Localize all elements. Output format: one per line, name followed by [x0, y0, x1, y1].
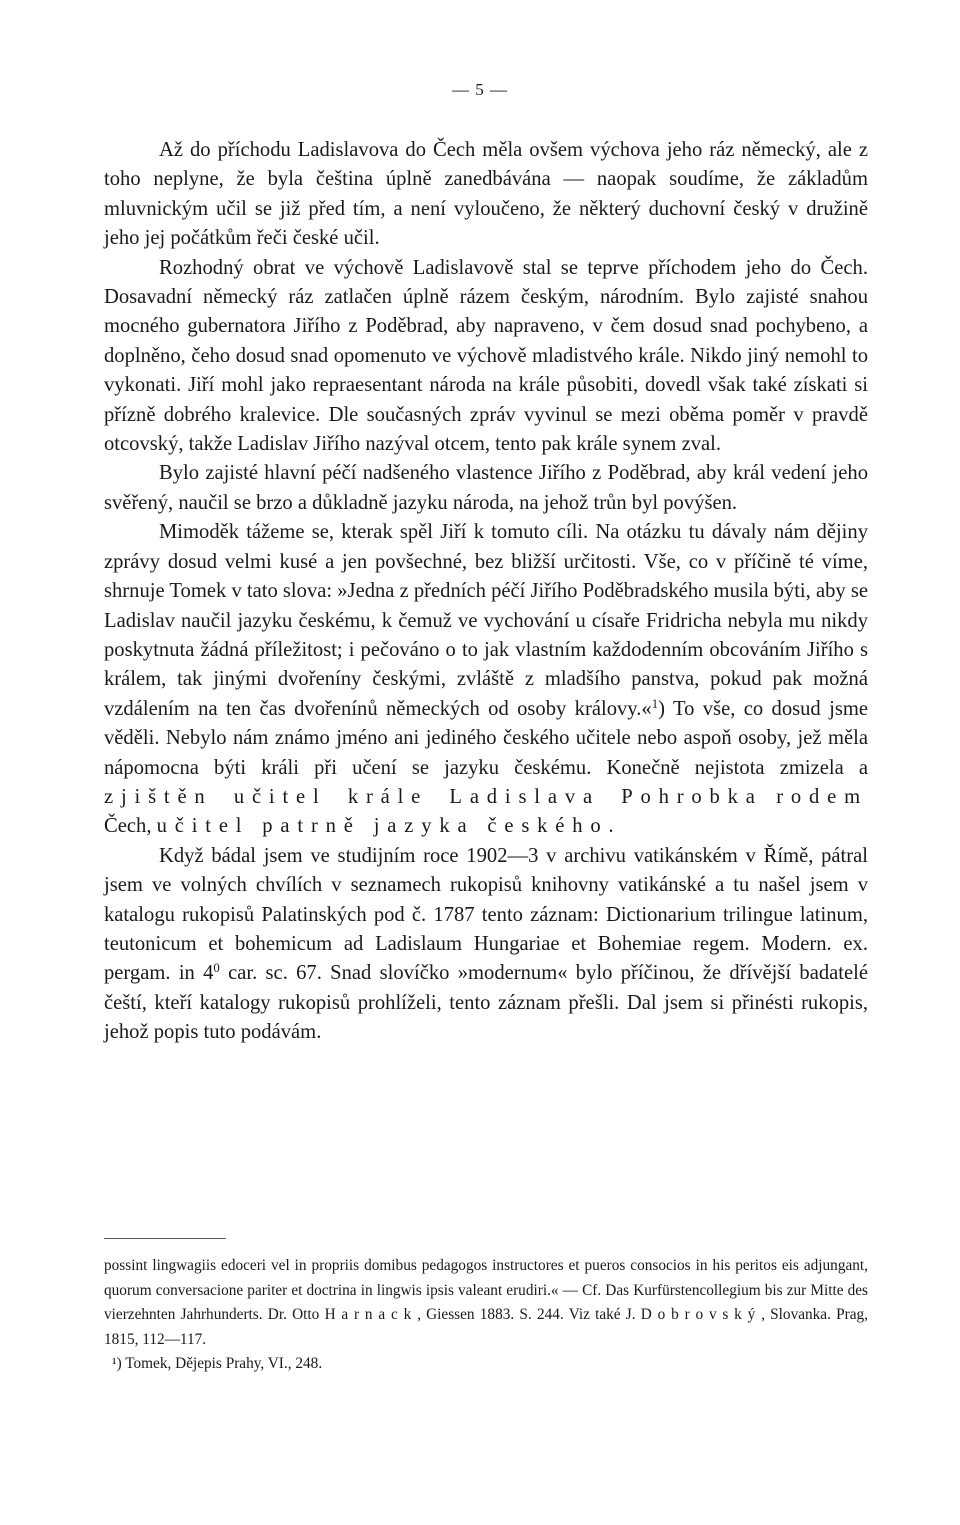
paragraph-2 — [104, 254, 868, 460]
footnote-continued-text-c: , Slovanka. Prag, 1815, 112—117. — [104, 1306, 869, 1348]
footnotes — [104, 1254, 868, 1377]
paragraph-2-text: Rozhodný obrat ve výchově Ladislavově stal se teprve příchodem jeho do Čech. Dosavadní německý ráz zatlačen úplně rázem českým, národním. Bylo zajisté snahou mocného gubernatora Jiřího z Poděbrad, aby napraveno, v čem dosud snad pochybeno, a doplněno, čeho dosud snad opomenuto ve výchově mladistvého krále. Nikdo jiný nemohl to vykonati. Jiří mohl jako repraesentant národa na krále působiti, dovedl však také získati si přízně dobrého kralevice. Dle současných zpráv vyvinul se mezi oběma poměr v pravdě otcovský, takže Ladislav Jiřího nazýval otcem, tento pak krále synem zval. — [104, 256, 868, 456]
paragraph-5-text-a: Když bádal jsem ve studijním roce 1902—3 v archivu vatikánském v Římě, pátral jsem ve volných chvílích v seznamech rukopisů knihovny vatikánské a tu našel jsem v katalogu rukopisů Palatinských pod č. 1787 tento záznam: Dictionarium trilingue latinum, teutonicum et bohemicum ad Ladislaum Hungariae et Bohemiae regem. Modern. ex. pergam. in 4 — [104, 844, 868, 985]
paragraph-4 — [104, 518, 868, 841]
footnote-continued-text-a: possint lingwagiis edoceri vel in propriis domibus pedagogos instructores et pueros consocios in his peritos eis adjungant, quorum conversacione pariter et doctrina in lingwis ipsis valeant erudiri.« — Cf. Das Kurfürstencollegium bis zur Mitte des vierzehnten Jahrhunderts. Dr. Otto — [104, 1257, 868, 1324]
superscript-degree: 0 — [213, 961, 220, 976]
footnote-1 — [104, 1352, 868, 1377]
page-number: — 5 — — [452, 80, 508, 99]
paragraph-4-text-c — [763, 786, 776, 808]
paragraph-3-text: Bylo zajisté hlavní péčí nadšeného vlastence Jiřího z Poděbrad, aby král vedení jeho svěřený, naučil se brzo a důkladně jazyku národa, na jehož trůn byl povýšen. — [104, 462, 868, 514]
paragraph-5 — [104, 842, 868, 1048]
spaced-emphasis-3: učitel patrně jazyka českého. — [156, 815, 622, 838]
footnote-spaced-name-2: Dobrovský — [640, 1306, 762, 1324]
paragraph-4-text-a: Mimoděk tážeme se, kterak spěl Jiří k tomuto cíli. Na otázku tu dávaly nám dějiny zprávy dosud velmi kusé a jen povšechné, bez bližší určitosti. Vše, co v příčině té víme, shrnuje Tomek v tato slova: »Jedna z předních péčí Jiřího Poděbradského musila býti, aby se Ladislav naučil jazyku českému, k čemuž ve vychování u císaře Fridricha nebyla mu nikdy poskytnuta žádná příležitost; i pečováno o to jak vlastním každodenním obcováním Jiřího s králem, tak jinými dvořeníny českými, zvláště z mladšího panstva, pokud pak možná vzdálením na ten čas dvořenínů německých od osoby královy.« — [104, 521, 868, 720]
paragraph-1 — [104, 136, 868, 254]
footnote-1-text: ) Tomek, Dějepis Prahy, VI., 248. — [116, 1355, 323, 1373]
spaced-emphasis-1: zjištěn učitel krále Ladislava Pohrobka — [104, 785, 763, 808]
footnote-divider — [104, 1238, 226, 1239]
footnote-spaced-name-1: Harnack — [324, 1306, 418, 1324]
paragraph-4-text-b: ) To vše, co dosud jsme věděli. Nebylo nám známo jméno ani jediného českého učitele nebo aspoň osoby, jež měla nápomocna býti králi při učení se jazyku českému. Konečně nejistota zmizela a — [104, 697, 868, 779]
paragraph-4-text-d: Čech, — [104, 815, 157, 838]
body-text — [104, 136, 868, 1048]
paragraph-3 — [104, 459, 868, 518]
footnote-1-marker: ¹ — [112, 1355, 117, 1373]
footnote-ref-1: 1 — [651, 696, 659, 711]
spaced-emphasis-2: rodem — [776, 785, 869, 808]
paragraph-1-text: Až do příchodu Ladislavova do Čech měla ovšem výchova jeho ráz německý, ale z toho neplyne, že byla čeština úplně zanedbávána — naopak soudíme, že základům mluvnickým učil se již před tím, a není vyloučeno, že některý duchovní český v družině jeho jej počátkům řeči české učil. — [104, 139, 868, 250]
footnote-continued-text-b: , Giessen 1883. S. 244. Viz také J. — [417, 1306, 641, 1324]
footnote-continued — [104, 1254, 868, 1352]
paragraph-5-text-b: car. sc. 67. Snad slovíčko »modernum« bylo příčinou, že dřívější badatelé čeští, kteří katalogy rukopisů prohlíželi, tento záznam přešli. Dal jsem si přinésti rukopis, jehož popis tuto podávám. — [104, 962, 868, 1044]
